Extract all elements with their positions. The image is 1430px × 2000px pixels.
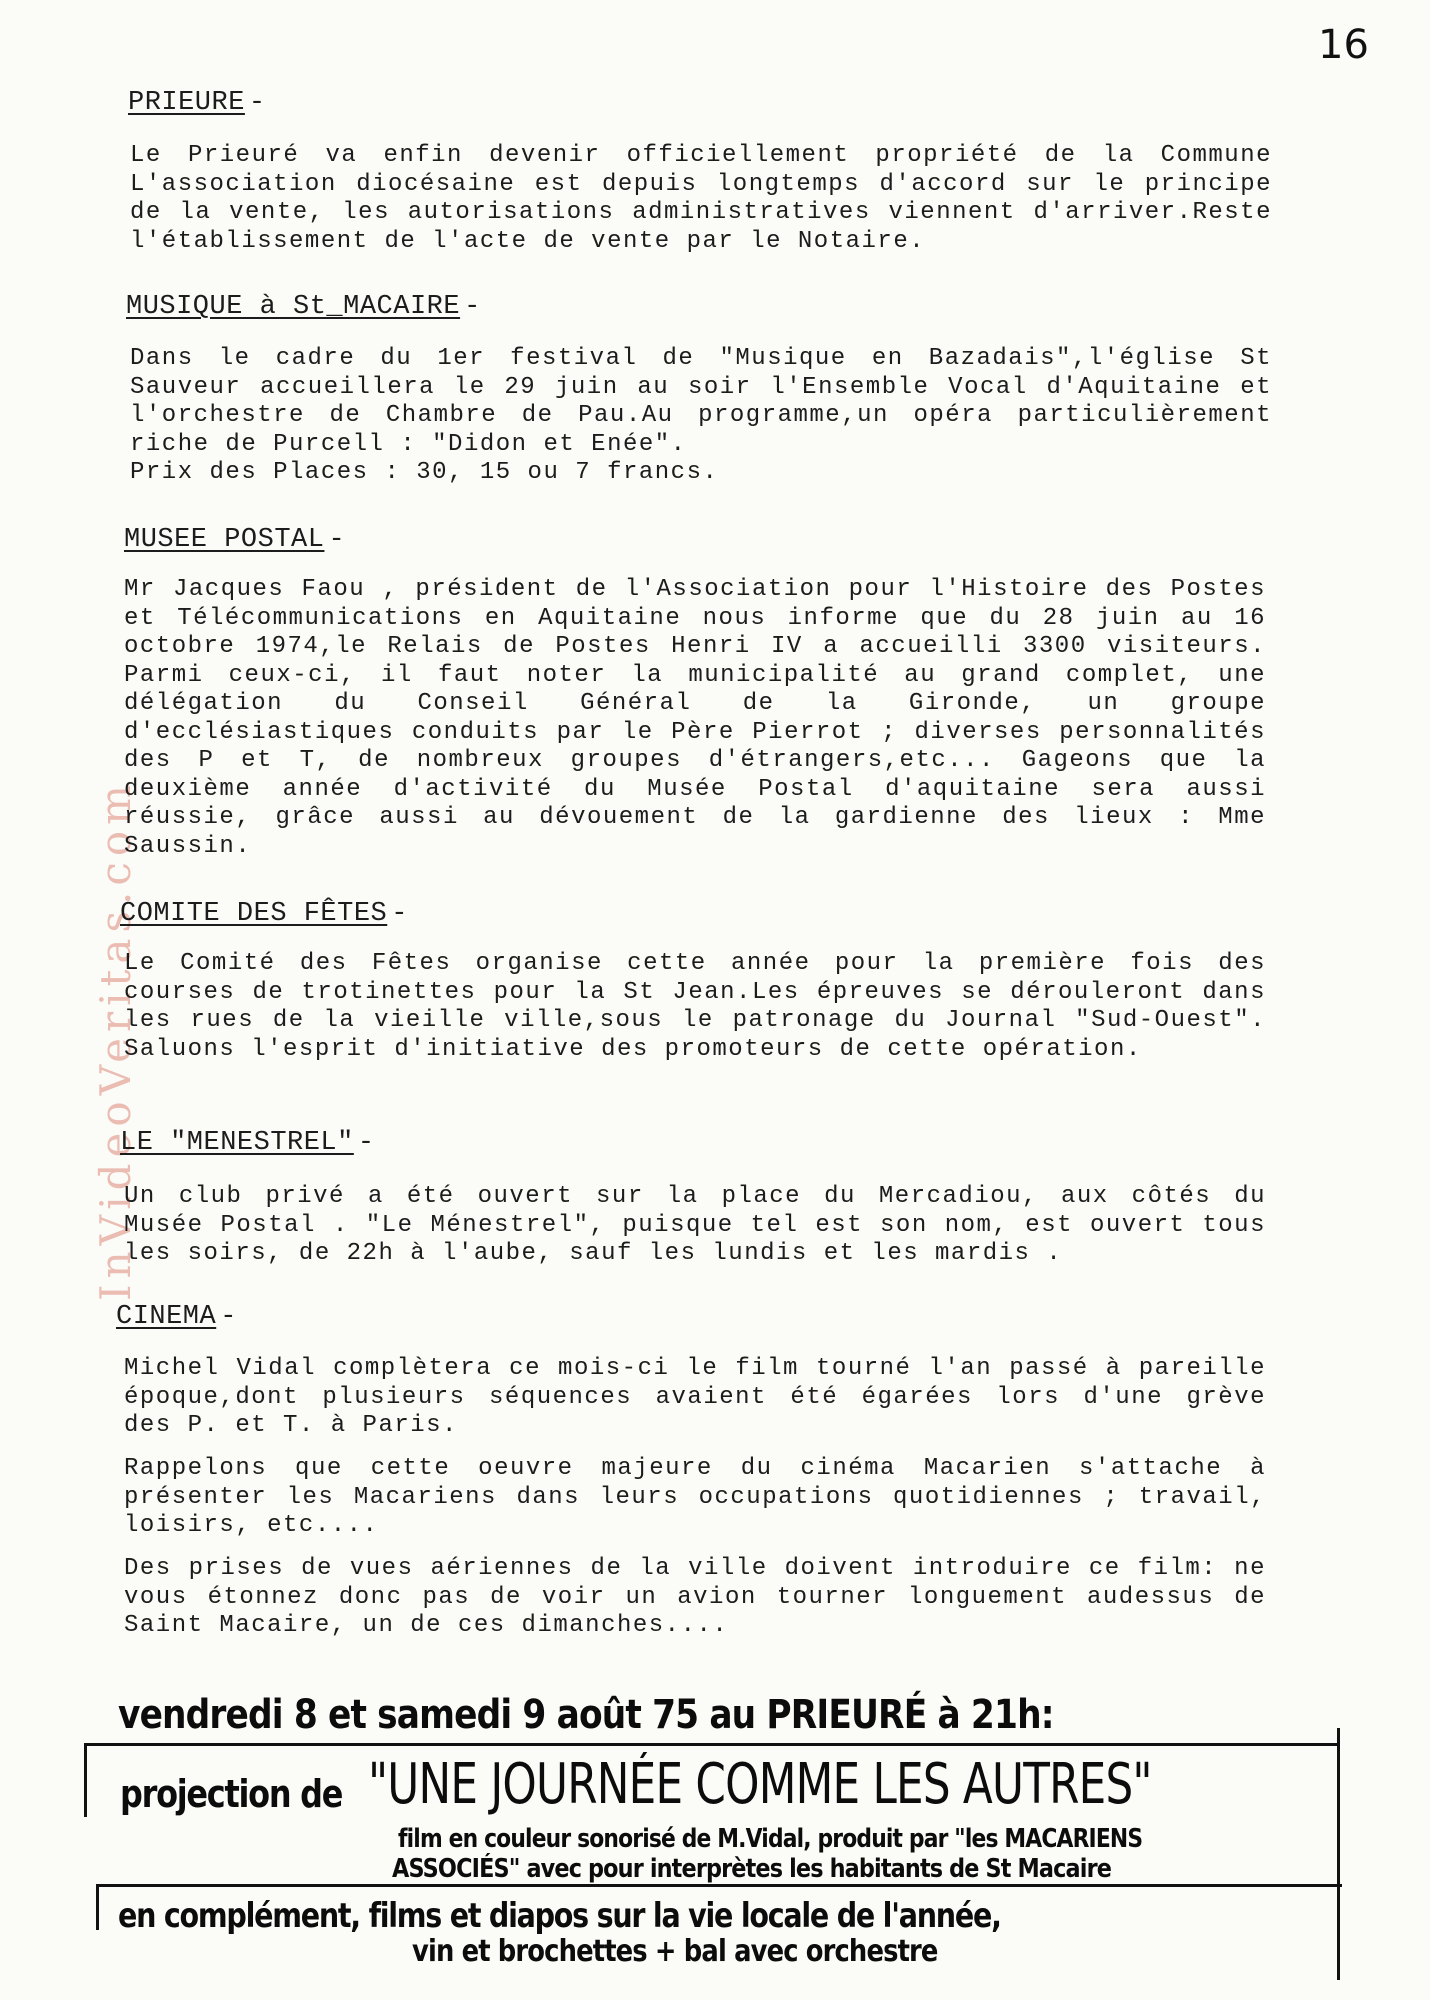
announcement-film-credits-2: ASSOCIÉS" avec pour interprètes les habitants de St Macaire [392, 1854, 1112, 1884]
section-paragraph: Des prises de vues aériennes de la ville doivent introduire ce film: ne vous étonnez donc pas de voir un avion tourner longuement audessus de Saint Macaire, un de ces dimanches.... [124, 1555, 1266, 1639]
announcement-border-left-top [84, 1743, 87, 1817]
announcement-film-title: "UNE JOURNÉE COMME LES AUTRES" [368, 1752, 1152, 1817]
announcement-date-line: vendredi 8 et samedi 9 août 75 au PRIEURÉ à 21h: [118, 1692, 1054, 1738]
section-paragraph: Le Comité des Fêtes organise cette année pour la première fois des courses de trotinettes pour la St Jean.Les épreuves se dérouleront dans les rues de la vieille ville,sous le patronage du Journal "Sud-Ouest". Saluons l'esprit d'initiative des promoteurs de cette opération. [124, 950, 1266, 1063]
section-heading: COMITE DES FÊTES - [120, 899, 408, 929]
announcement-extras-line: vin et brochettes + bal avec orchestre [412, 1934, 938, 1969]
section-paragraph: Prix des Places : 30, 15 ou 7 francs. [130, 459, 719, 486]
page-number: 16 [1318, 22, 1369, 68]
section-paragraph: Le Prieuré va enfin devenir officiellement propriété de la Commune L'association diocésaine est depuis longtemps d'accord sur le principe de la vente, les autorisations administratives viennent d'arriver.Reste l'établissement de l'acte de vente par le Notaire. [130, 142, 1272, 255]
announcement-rule-bottom [96, 1884, 1342, 1887]
watermark: InVideoVeritas.com [91, 779, 140, 1301]
section-heading: MUSIQUE à St_MACAIRE - [126, 292, 481, 322]
announcement-border-right [1337, 1728, 1340, 1980]
announcement-projection-label: projection de [120, 1772, 343, 1816]
announcement-rule-top [84, 1743, 1340, 1746]
announcement-border-left-bottom [96, 1884, 99, 1930]
section-heading: LE "MENESTREL" - [120, 1128, 375, 1158]
announcement-complement-line: en complément, films et diapos sur la vie locale de l'année, [118, 1896, 1001, 1936]
section-paragraph: Un club privé a été ouvert sur la place du Mercadiou, aux côtés du Musée Postal . "Le Ménestrel", puisque tel est son nom, est ouvert tous les soirs, de 22h à l'aube, sauf les lundis et les mardis . [124, 1183, 1266, 1267]
section-heading: PRIEURE - [128, 88, 266, 118]
section-heading: CINEMA - [116, 1302, 237, 1332]
announcement-film-credits-1: film en couleur sonorisé de M.Vidal, produit par "les MACARIENS [398, 1824, 1143, 1854]
section-paragraph: Dans le cadre du 1er festival de "Musique en Bazadais",l'église St Sauveur accueillera le 29 juin au soir l'Ensemble Vocal d'Aquitaine et l'orchestre de Chambre de Pau.Au programme,un opéra particulièrement riche de Purcell : "Didon et Enée". [130, 345, 1272, 458]
section-paragraph: Mr Jacques Faou , président de l'Association pour l'Histoire des Postes et Télécommunications en Aquitaine nous informe que du 28 juin au 16 octobre 1974,le Relais de Postes Henri IV a accueilli 3300 visiteurs. Parmi ceux-ci, il faut noter la municipalité au grand complet, une délégation du Conseil Général de la Gironde, un groupe d'ecclésiastiques conduits par le Père Pierrot ; diverses personnalités des P et T, de nombreux groupes d'étrangers,etc... Gageons que la deuxième année d'activité du Musée Postal d'aquitaine sera aussi réussie, grâce aussi au dévouement de la gardienne des lieux : Mme Saussin. [124, 576, 1266, 860]
section-heading: MUSEE POSTAL - [124, 525, 346, 555]
section-paragraph: Michel Vidal complètera ce mois-ci le film tourné l'an passé à pareille époque,dont plusieurs séquences avaient été égarées lors d'une grève des P. et T. à Paris. [124, 1355, 1266, 1439]
section-paragraph: Rappelons que cette oeuvre majeure du cinéma Macarien s'attache à présenter les Macariens dans leurs occupations quotidiennes ; travail, loisirs, etc.... [124, 1455, 1266, 1539]
